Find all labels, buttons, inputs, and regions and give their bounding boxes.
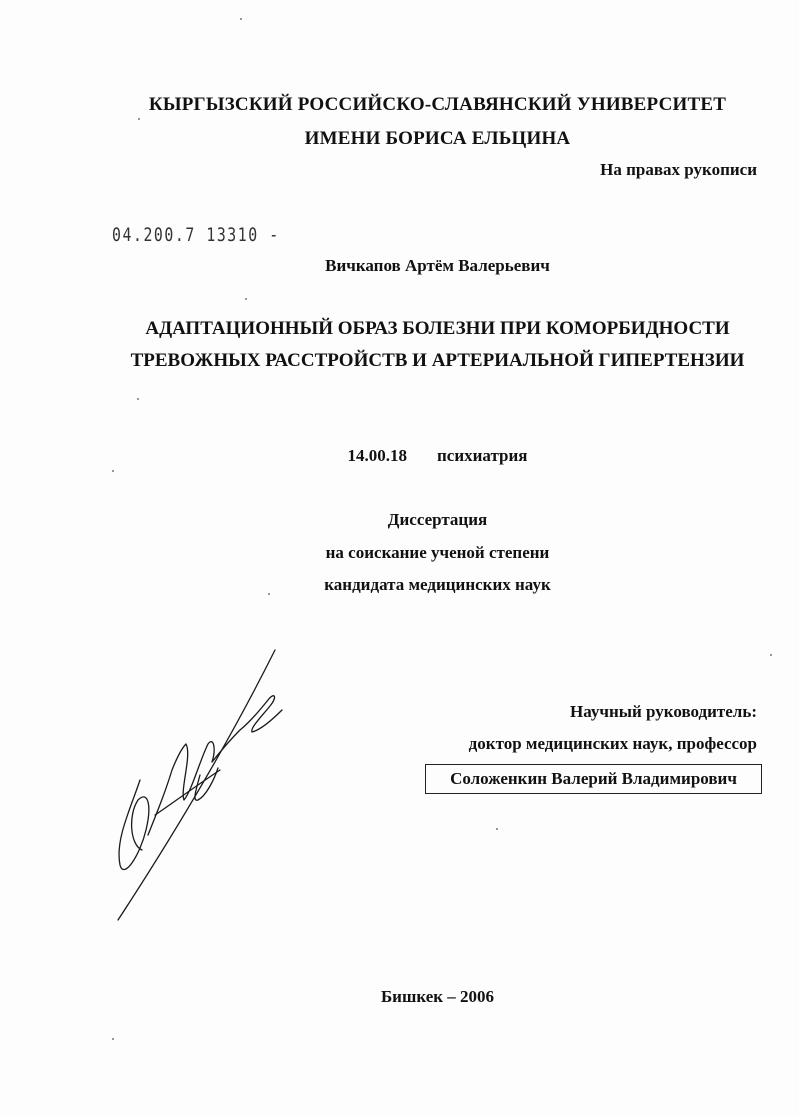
scan-speck bbox=[496, 828, 498, 830]
university-name-line1: КЫРГЫЗСКИЙ РОССИЙСКО-СЛАВЯНСКИЙ УНИВЕРСИТЕТ bbox=[148, 94, 727, 115]
signature-stroke-loop bbox=[119, 780, 149, 870]
signature-stroke-long bbox=[118, 650, 275, 920]
handwritten-signature bbox=[100, 640, 300, 930]
supervisor-degree: доктор медицинских наук, профессор bbox=[468, 734, 757, 753]
scan-speck bbox=[137, 398, 139, 400]
scan-speck bbox=[112, 470, 114, 472]
signature-stroke-letters bbox=[148, 696, 282, 835]
author-name: Вичкапов Артём Валерьевич bbox=[325, 256, 550, 275]
university-name-line2: ИМЕНИ БОРИСА ЕЛЬЦИНА bbox=[304, 128, 571, 149]
specialty-name: психиатрия bbox=[437, 446, 528, 465]
rights-notice: На правах рукописи bbox=[600, 160, 757, 179]
title-line2: ТРЕВОЖНЫХ РАССТРОЙСТВ И АРТЕРИАЛЬНОЙ ГИПЕРТЕНЗИИ bbox=[130, 350, 745, 371]
dissertation-field-line: кандидата медицинских наук bbox=[324, 575, 551, 594]
city-year: Бишкек – 2006 bbox=[380, 987, 495, 1006]
supervisor-name: Соложенкин Валерий Владимирович bbox=[450, 769, 737, 788]
scan-speck bbox=[245, 298, 247, 300]
title-line1: АДАПТАЦИОННЫЙ ОБРАЗ БОЛЕЗНИ ПРИ КОМОРБИДНОСТИ bbox=[145, 318, 730, 339]
supervisor-label: Научный руководитель: bbox=[570, 702, 757, 721]
dissertation-degree-line: на соискание ученой степени bbox=[325, 543, 550, 562]
scan-speck bbox=[240, 18, 242, 20]
specialty-code: 14.00.18 bbox=[347, 446, 407, 465]
dissertation-label: Диссертация bbox=[387, 510, 488, 529]
scan-speck bbox=[268, 593, 270, 595]
supervisor-name-box bbox=[425, 764, 762, 794]
scan-speck bbox=[112, 1038, 114, 1040]
scan-speck bbox=[770, 654, 772, 656]
stamp-number: 04.200.7 13310 - bbox=[112, 224, 280, 246]
scan-speck bbox=[138, 118, 140, 120]
specialty bbox=[38, 446, 799, 466]
